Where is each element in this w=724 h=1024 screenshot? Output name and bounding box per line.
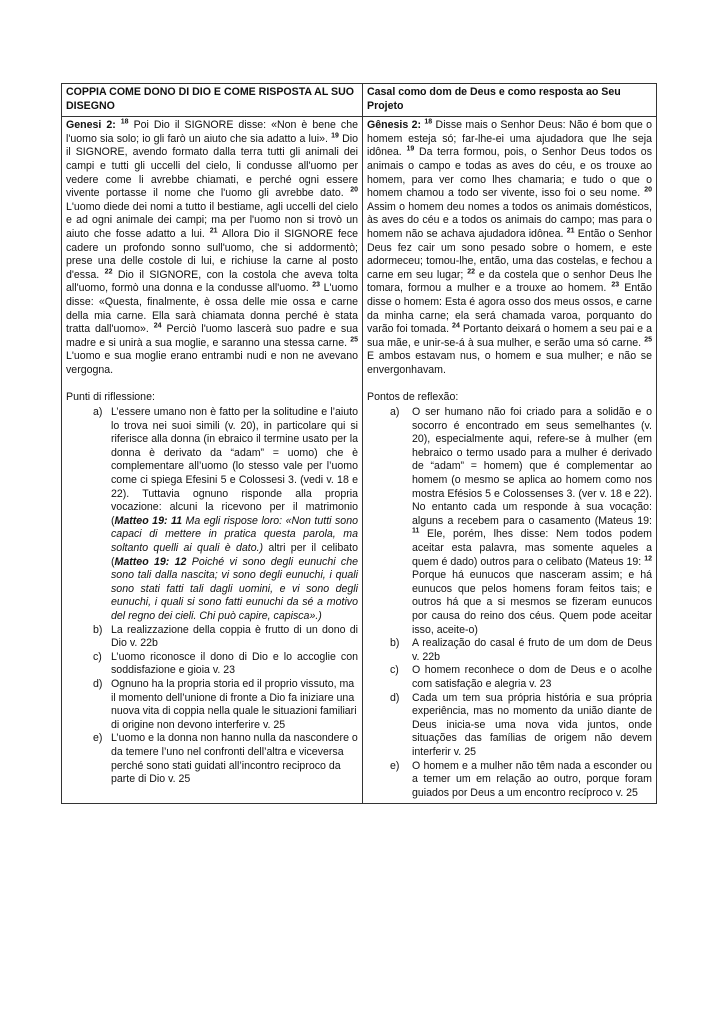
verse-text: E ambos estavam nus, o homem e sua mulher; e não se envergonhavam. [367,350,652,376]
verse-number: 23 [611,281,620,289]
bible-reference: Matteo 19: 12 [114,555,187,568]
list-item [367,760,652,801]
verse-text: Então o Senhor Deus fez cair um sono pesado sobre o homem, e este adormeceu; tomou-lhe, então, uma das costelas, e fechou a carne em seu lugar; [367,227,652,281]
point-text: L’uomo riconosce il dono di Dio e lo accoglie con soddisfazione e gioia v. 23 [111,650,358,677]
verse-number: 19 [406,145,415,153]
italian-reference: Genesi 2: [66,119,116,132]
verse-number: 24 [452,322,460,330]
verse-text: Allora Dio il SIGNORE fece cadere un profondo sonno sull'uomo, che si addormentò; prese una delle costole di lui, e richiuse la carne al posto d'essa. [66,227,359,281]
portuguese-column [363,117,657,804]
list-marker: e) [93,732,103,745]
point-text: La realizzazione della coppia è frutto di un dono di Dio v. 22b [111,623,358,650]
bible-reference: Matteo 19: 11 [114,514,183,527]
list-marker: c) [390,664,399,677]
verse-number: 11 [412,527,420,535]
list-marker: d) [390,691,400,704]
verse-number: 21 [566,227,575,235]
list-marker: a) [390,406,400,419]
list-item [367,664,652,691]
point-text: Ele, porém, lhes disse: Nem todos podem aceitar esta palavra, mas somente aqueles a quem é dado) outros para o celibato (Mateus 19: [412,528,652,568]
content-row [62,117,657,804]
list-marker: a) [93,406,103,419]
verse-number: 25 [350,336,358,344]
verse-number: 23 [312,281,321,289]
list-marker: e) [390,759,400,772]
verse-number: 12 [644,555,652,563]
verse-number: 20 [350,186,358,194]
header-row [62,84,657,117]
portuguese-points-list [367,406,652,800]
list-item [66,624,358,651]
quoted-verse: Poiché vi sono degli eunuchi che sono tali dalla nascita; vi sono degli eunuchi, i quali sono stati fatti tali dagli uomini, e vi sono degli eunuchi, i quali si sono fatti eunuchi da sé a motivo del regno dei cieli. Chi può capire, capisca».) [111,555,358,622]
italian-points-list [66,406,358,787]
verse-text: Perciò l'uomo lascerà suo padre e sua madre e si unirà a sua moglie, e saranno una stessa carne. [66,323,358,349]
verse-number: 19 [331,132,339,140]
portuguese-points-title: Pontos de reflexão: [367,391,459,404]
list-item [367,692,652,760]
italian-points-title: Punti di riflessione: [66,391,155,404]
point-text: O ser humano não foi criado para a solidão e o socorro é encontrado em seus semelhantes (v. 20), especialmente aqui, refere-se à mulher (em hebraico o termo usado para a mulher é derivado de “adam” = homem) que é complementar ao homem (o mesmo se aplica ao homem como nos mostra Efésios 5 e Colossenses 3. (ver v. 18 e 22). No entanto cada um responde à sua vocação: alguns a recebem para o casamento (Mateus 19: [412,406,652,527]
portuguese-verses [367,119,652,377]
verse-number: 18 [120,118,129,126]
list-item [66,651,358,678]
verse-text: Disse mais o Senhor Deus: Não é bom que o homem esteja só; far-lhe-ei uma ajudadora que lhe seja idônea. [367,119,652,159]
point-text: L’essere umano non è fatto per la solitudine e l’aiuto lo trova nei suoi simili (v. 20), in particolare qui si riferisce alla donna (in ebraico il termine usato per la donna è derivato da “adam” = uomo) che è complementare all’uomo (lo stesso vale per l’uomo come ci spiega Efesini 5 e Colossesi 3. (vedi v. 18 e 22). Tuttavia ognuno risponde alla propria vocazione: alcuni la ricevono per il matrimonio ( [111,406,358,527]
verse-number: 22 [467,268,476,276]
verse-text: Portanto deixará o homem a seu pai e a sua mãe, e unir-se-á à sua mulher, e serão uma só carne. [367,323,652,349]
verse-number: 22 [104,268,113,276]
verse-text: Dio il SIGNORE, avendo formato dalla terra tutti gli animali dei campi e tutti gli uccelli del cielo, li condusse all'uomo per vedere come li avrebbe chiamati, e perché ogni essere vivente portasse il nome che l'uomo gli avrebbe dato. [66,132,358,200]
verse-text: Então disse o homem: Esta é agora osso dos meus ossos, e carne da minha carne; ela será chamada varoa, porquanto do varão foi tomada. [367,282,652,336]
list-item [66,732,358,786]
verse-text: Dio il SIGNORE, con la costola che aveva tolta all'uomo, formò una donna e la condusse all'uomo. [66,268,358,295]
list-marker: d) [93,677,103,690]
list-marker: c) [93,650,102,663]
bilingual-table [61,83,657,804]
header-italian: COPPIA COME DONO DI DIO E COME RISPOSTA AL SUO DISEGNO [62,84,363,117]
verse-text: Poi Dio il SIGNORE disse: «Non è bene che l'uomo sia solo; io gli farò un aiuto che sia adatto a lui». [66,119,358,145]
verse-text: Assim o homem deu nomes a todos os animais domésticos, às aves do céu e a todos os animais do campo; mas para o homem não se achava ajudadora idônea. [367,200,652,240]
verse-text: L'uomo e sua moglie erano entrambi nudi e non ne avevano vergogna. [66,350,358,376]
point-text: Ognuno ha la propria storia ed il proprio vissuto, ma il momento dell’unione di fronte a Dio fa iniziare una nuova vita di coppia nella quale le situazioni familiari di origine non devono interferire v. 25 [111,677,357,731]
list-item [66,406,358,624]
verse-text: L'uomo disse: «Questa, finalmente, è ossa delle mie ossa e carne della mia carne. Ella sarà chiamata donna perché è stata tratta dall'uomo». [66,282,358,336]
point-text: O homem reconhece o dom de Deus e o acolhe com satisfação e alegria v. 23 [412,664,652,690]
portuguese-reference: Gênesis 2: [367,119,422,132]
point-text: L’uomo e la donna non hanno nulla da nascondere o da temere l’uno nel confronti dell’altra e viceversa perché sono stati guidati all’incontro reciproco da parte di Dio v. 25 [111,732,358,786]
point-text: O homem e a mulher não têm nada a esconder ou a temer um em relação ao outro, porque foram guiados por Deus a um encontro recíproco v. 25 [412,759,652,799]
verse-text: Da terra formou, pois, o Senhor Deus todos os animais o campo e todas as aves do céu, e os trouxe ao homem, para ver como lhes chamaria; e tudo o que o homem chamou a todo ser vivente, isso foi o seu nome. [367,146,652,200]
list-item [66,678,358,732]
quoted-verse: Ma egli rispose loro: «Non tutti sono capaci di mettere in pratica questa parola, ma soltanto quelli ai quali è dato.) [111,514,358,554]
point-text: Cada um tem sua própria história e sua própria experiência, mas no momento da união diante de Deus inicia-se uma nova vida juntos, onde situações das famílias de origem não devem interferir v. 25 [412,691,652,758]
point-text: altri per il celibato ( [111,542,358,568]
list-marker: b) [390,637,400,650]
verse-text: e da costela que o senhor Deus lhe tomara, formou a mulher e a trouxe ao homem. [367,268,652,295]
italian-column [62,117,363,804]
list-item [367,637,652,664]
point-text: Porque há eunucos que nasceram assim; e há eunucos que pelos homens foram feitos tais; e outros há que a si mesmos se fizeram eunucos por causa do reino dos céus. Quem pode aceitar isso, aceite-o) [412,569,652,636]
verse-number: 21 [209,227,218,235]
verse-number: 24 [153,322,162,330]
verse-number: 25 [644,336,652,344]
verse-number: 20 [644,186,652,194]
verse-text: L'uomo diede dei nomi a tutto il bestiame, agli uccelli del cielo e ad ogni animale dei campi; ma per l'uomo non si trovò un aiuto che fosse adatto a lui. [66,200,358,240]
header-portuguese: Casal como dom de Deus e como resposta ao Seu Projeto [363,84,657,117]
list-marker: b) [93,623,103,636]
verse-number: 18 [424,118,433,126]
list-item [367,406,652,637]
italian-verses [66,119,358,377]
point-text: A realização do casal é fruto de um dom de Deus v. 22b [412,637,652,663]
